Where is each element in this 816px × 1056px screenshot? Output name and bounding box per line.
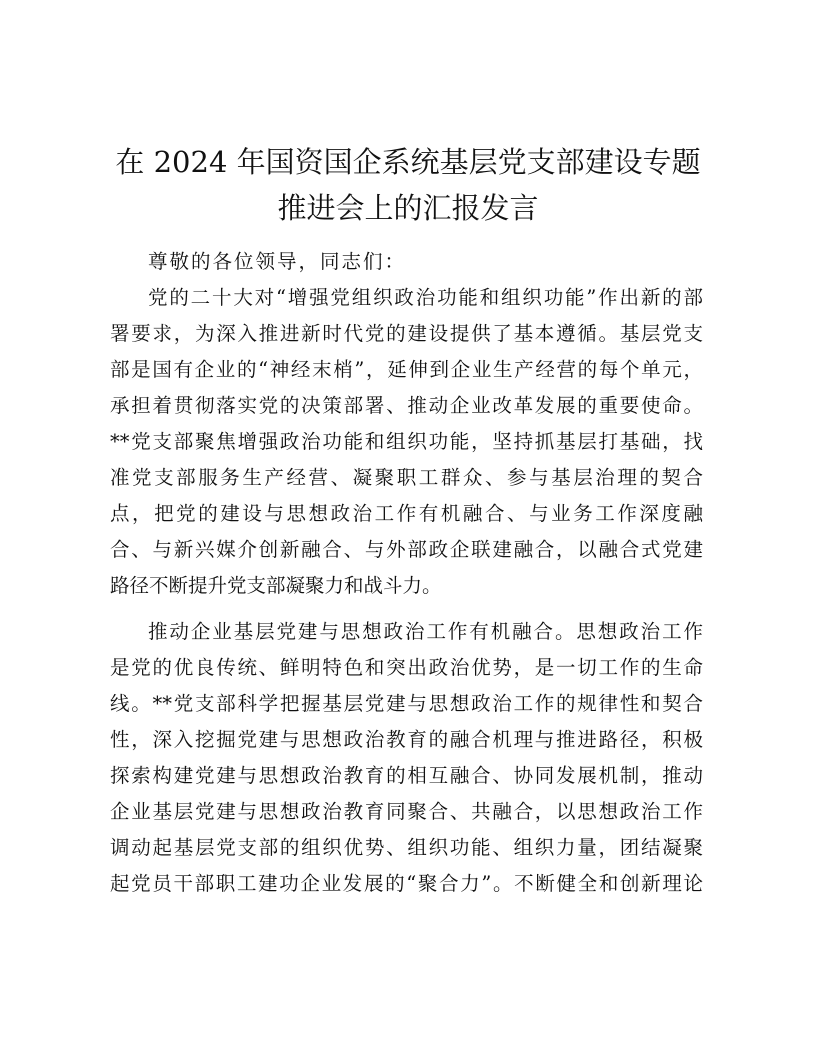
paragraph-line: 调动起基层党支部的组织优势、组织功能、组织力量，团结凝聚 [110, 836, 703, 859]
paragraph-line: 推动企业基层党建与思想政治工作有机融合。思想政治工作 [148, 620, 703, 643]
paragraph-line: 企业基层党建与思想政治教育同聚合、共融合，以思想政治工作 [110, 800, 703, 823]
paragraph-line: 点，把党的建设与思想政治工作有机融合、与业务工作深度融 [110, 502, 703, 525]
document-title-line-1: 在 2024 年国资国企系统基层党支部建设专题 [115, 145, 701, 179]
paragraph-line: 合、与新兴媒介创新融合、与外部政企联建融合，以融合式党建 [110, 538, 703, 561]
document-title-line-2: 推进会上的汇报发言 [277, 191, 539, 225]
paragraph-line: 是党的优良传统、鲜明特色和突出政治优势，是一切工作的生命 [110, 656, 703, 679]
paragraph-1 [110, 280, 703, 604]
paragraph-line: 路径不断提升党支部凝聚力和战斗力。 [110, 574, 442, 597]
paragraph-line: 部是国有企业的“神经末梢”，延伸到企业生产经营的每个单元， [110, 358, 703, 381]
greeting: 尊敬的各位领导，同志们： [148, 250, 407, 273]
paragraph-line: 署要求，为深入推进新时代党的建设提供了基本遵循。基层党支 [110, 322, 703, 345]
paragraph-line: 党的二十大对“增强党组织政治功能和组织功能”作出新的部 [148, 286, 703, 309]
paragraph-line: 准党支部服务生产经营、凝聚职工群众、参与基层治理的契合 [110, 466, 703, 489]
paragraph-line: 线。**党支部科学把握基层党建与思想政治工作的规律性和契合 [110, 692, 703, 715]
paragraph-line: 承担着贯彻落实党的决策部署、推动企业改革发展的重要使命。 [110, 394, 703, 417]
paragraph-line: 探索构建党建与思想政治教育的相互融合、协同发展机制，推动 [110, 764, 703, 787]
paragraph-2 [110, 614, 703, 902]
paragraph-line: **党支部聚焦增强政治功能和组织功能，坚持抓基层打基础，找 [110, 430, 703, 453]
paragraph-line: 起党员干部职工建功企业发展的“聚合力”。不断健全和创新理论 [110, 872, 703, 895]
paragraph-line: 性，深入挖掘党建与思想政治教育的融合机理与推进路径，积极 [110, 728, 703, 751]
